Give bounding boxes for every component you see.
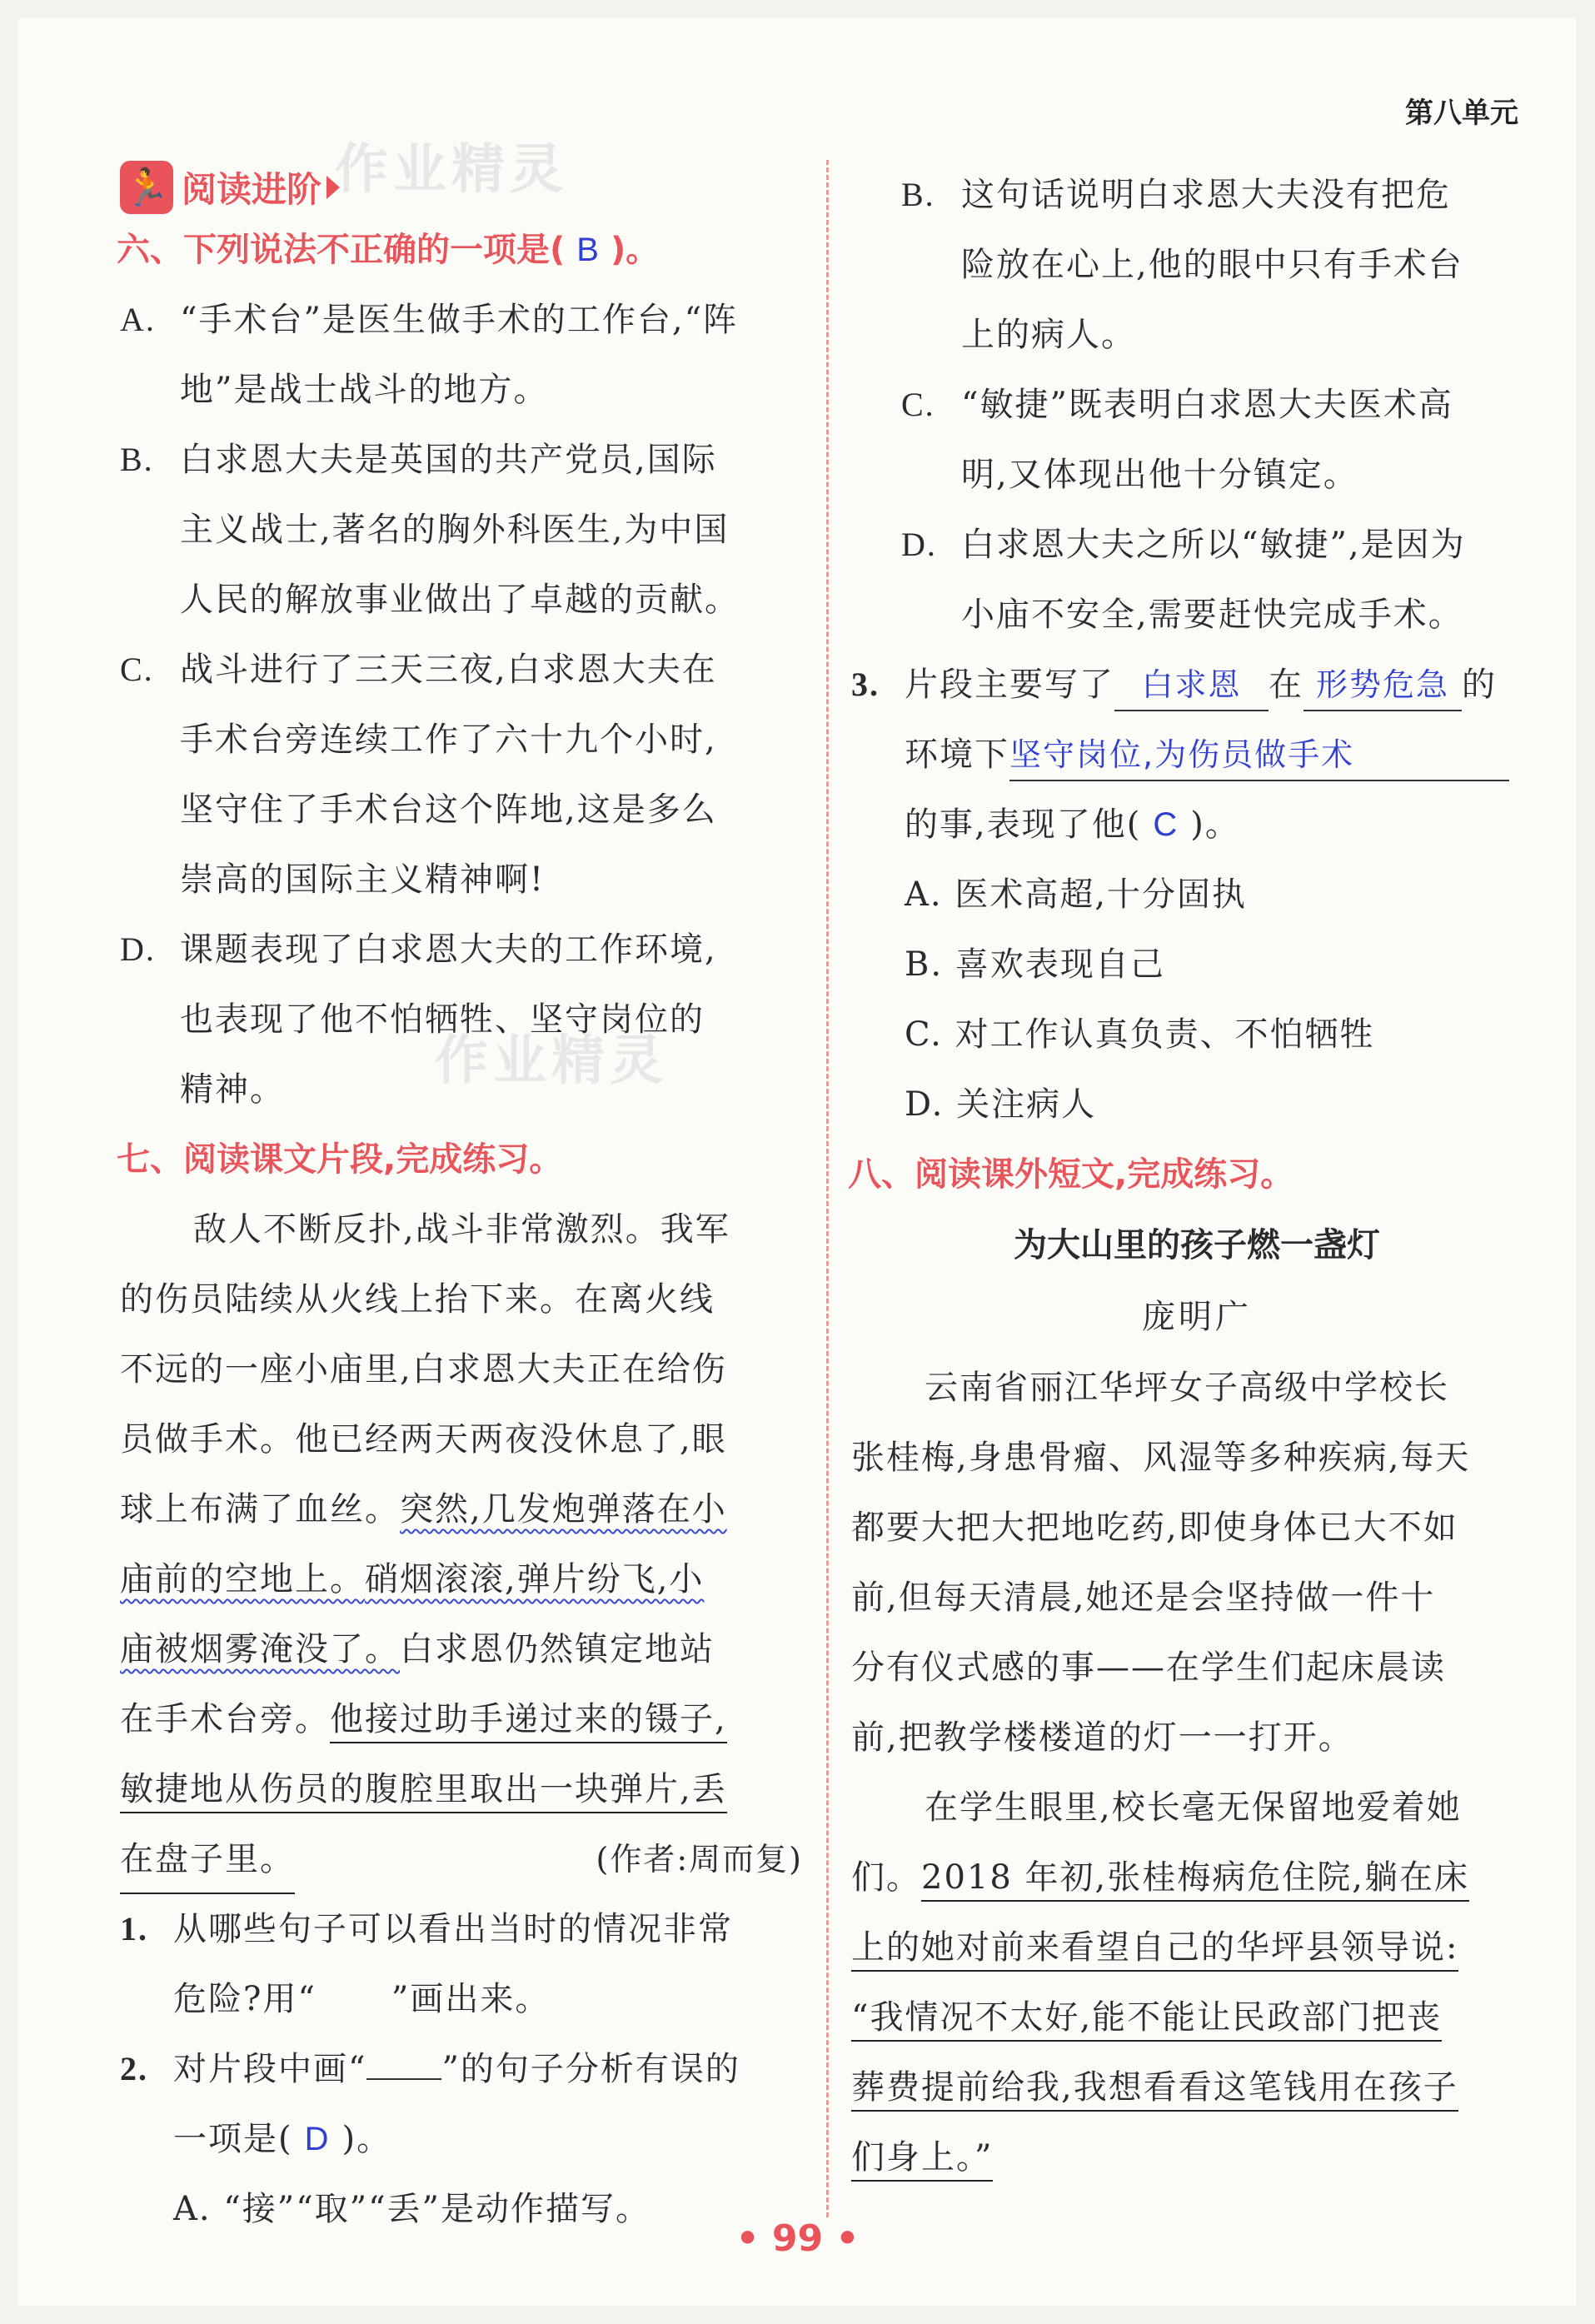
answer-6: B (576, 232, 599, 268)
q7-3-option-b: B. 喜欢表现自己 (905, 945, 1165, 984)
q7-2-option-d: D. 白求恩大夫之所以“敏捷”,是因为 小庙不安全,需要赶快完成手术。 (901, 526, 1466, 634)
straight-underlined-sentence: “我情况不太好,能不能让民政部门把丧 (851, 1998, 1442, 2042)
straight-underlined-sentence: 们身上。” (851, 2138, 993, 2182)
question-6-heading: 六、下列说法不正确的一项是( B )。 (117, 231, 660, 269)
straight-underlined-sentence: 上的她对前来看望自己的华坪县领导说: (851, 1928, 1458, 1972)
reading-advanced-badge (120, 160, 340, 215)
q7-3-option-c: C. 对工作认真负责、不怕牺牲 (905, 1015, 1375, 1054)
workbook-page (18, 18, 1577, 2306)
question-7-heading: 七、阅读课文片段,完成练习。 (117, 1140, 563, 1179)
article-paragraph-2: 在学生眼里,校长毫无保留地爱着她 们。2018 年初,张桂梅病危住院,躺在床 上的她对前来看望自己的华坪县领导说: “我情况不太好,能不能让民政部门把丧 葬费提前给我,我想看看这笔钱用在孩子 们身上。” (851, 1773, 1543, 2192)
question-7-3: 3. 片段主要写了 白求恩 在 形势危急 的 环境下坚守岗位,为伤员做手术 的事,表现了他( C )。 A. 医术高超,十分固执 B. 喜欢表现自己 C. 对工作认真负责、不怕牺牲 D. 关注病人 (851, 650, 1543, 1140)
q7-2-option-a: A. “接”“取”“丢”是动作描写。 (173, 2190, 651, 2228)
watermark: 作业精灵 (335, 139, 568, 201)
badge-label: 阅读进阶 (182, 169, 322, 210)
running-person-icon: 🏃 (120, 161, 173, 214)
straight-underlined-sentence: 在盘子里。 (120, 1824, 295, 1894)
q6-option-b: B. 白求恩大夫是英国的共产党员,国际 主义战士,著名的胸外科医生,为中国 人民的解放事业做出了卓越的贡献。 (120, 441, 740, 619)
straight-underlined-sentence: 葬费提前给我,我想看看这笔钱用在孩子 (851, 2068, 1458, 2112)
q6-option-c: C. 战斗进行了三天三夜,白求恩大夫在 手术台旁连续工作了六十九个小时, 坚守住了手术台这个阵地,这是多么 崇高的国际主义精神啊! (120, 651, 717, 899)
wavy-underlined-sentence: 庙被烟雾淹没了。 (120, 1630, 400, 1668)
q7-2-option-b: B. 这句话说明白求恩大夫没有把危 险放在心上,他的眼中只有手术台 上的病人。 (901, 176, 1463, 354)
page-number: • 99 • (735, 2217, 860, 2260)
answer-7-2: D (304, 2121, 331, 2157)
wavy-line-sample (317, 1964, 391, 2034)
straight-underlined-sentence: 他接过助手递过来的镊子, (330, 1700, 727, 1743)
fill-blank-2: 形势危急 (1303, 660, 1462, 711)
unit-label: 第八单元 (1405, 97, 1518, 130)
straight-underlined-sentence: 敏捷地从伤员的腹腔里取出一块弹片,丢 (120, 1770, 727, 1813)
straight-underlined-sentence: 2018 年初,张桂梅病危住院,躺在床 (921, 1858, 1469, 1902)
q7-2-option-c: C. “敏捷”既表明白求恩大夫医术高 明,又体现出他十分镇定。 (901, 386, 1453, 494)
column-divider (826, 160, 829, 2217)
passage-attribution: (作者:周而复) (596, 1841, 803, 1878)
q7-3-option-a: A. 医术高超,十分固执 (905, 875, 1248, 914)
question-7-1: 1. 从哪些句子可以看出当时的情况非常 危险?用“ ”画出来。 (120, 1894, 803, 2034)
question-7-2: 2. 对片段中画“ ”的句子分析有误的 一项是( D )。 A. “接”“取”“丢”是动作描写。 (120, 2034, 803, 2244)
fill-blank-3: 坚守岗位,为伤员做手术 (1009, 730, 1509, 781)
wavy-underlined-sentence: 庙前的空地上。 (120, 1560, 365, 1598)
article-author: 庞明广 (1142, 1298, 1252, 1336)
answer-7-3: C (1153, 806, 1179, 843)
article-title: 为大山里的孩子燃一盏灯 (1014, 1226, 1380, 1264)
q7-3-option-d: D. 关注病人 (905, 1085, 1097, 1124)
wavy-underlined-sentence: 硝烟滚滚,弹片纷飞,小 (365, 1560, 705, 1598)
fill-blank-1: 白求恩 (1114, 660, 1269, 711)
right-column (848, 160, 1543, 2192)
q6-option-a: A. “手术台”是医生做手术的工作台,“阵 地”是战士战斗的地方。 (120, 301, 739, 409)
watermark: 作业精灵 (435, 1030, 668, 1092)
wavy-underlined-sentence: 突然,几发炮弹落在小 (400, 1490, 727, 1529)
passage-excerpt: 敌人不断反扑,战斗非常激烈。我军 的伤员陆续从火线上抬下来。在离火线 不远的一座小庙里,白求恩大夫正在给伤 员做手术。他已经两天两夜没休息了,眼 球上布满了血丝。突然,几发炮弹落在小 庙前的空地上。硝烟滚滚,弹片纷飞,小 庙被烟雾淹没了。白求恩仍然镇定地站 在手术台旁。他接过助手递过来的镊子, 敏捷地从伤员的腹腔里取出一块弹片,丢 在盘子里。 (作者:周而复) (120, 1194, 803, 1894)
left-column (117, 160, 803, 2244)
arrow-right-icon (326, 176, 340, 199)
question-8-heading: 八、阅读课外短文,完成练习。 (848, 1155, 1294, 1194)
q6-option-d: D. 课题表现了白求恩大夫的工作环境, 也表现了他不怕牺牲、坚守岗位的 精神。 (120, 930, 717, 1109)
straight-line-sample (366, 2045, 441, 2080)
article-paragraph-1: 云南省丽江华坪女子高级中学校长 张桂梅,身患骨瘤、风湿等多种疾病,每天 都要大把大把地吃药,即使身体已大不如 前,但每天清晨,她还是会坚持做一件十 分有仪式感的事——在学生们起床晨读 前,把教学楼楼道的灯一一打开。 (851, 1369, 1471, 1757)
